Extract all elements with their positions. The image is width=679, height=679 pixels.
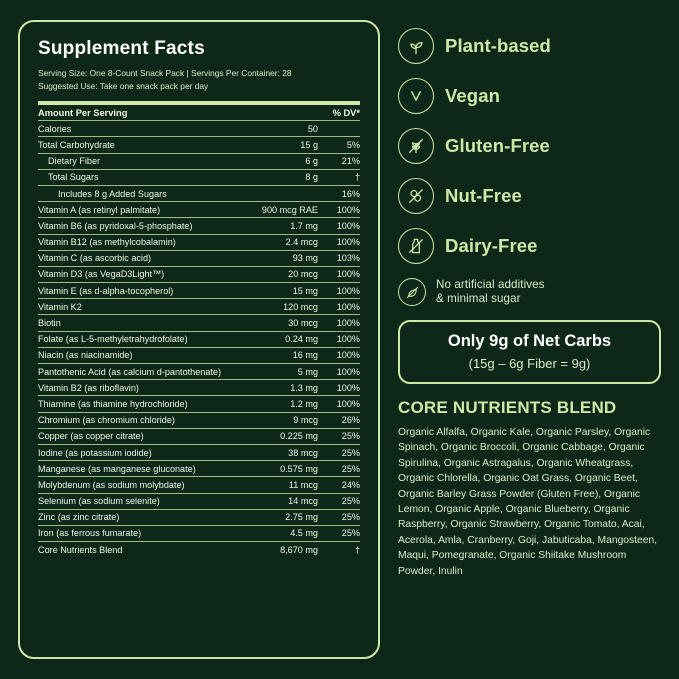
nutrient-name: Zinc (as zinc citrate) — [38, 509, 251, 525]
net-carbs-detail: (15g – 6g Fiber = 9g) — [468, 356, 591, 371]
nutrient-amount: 38 mcg — [251, 444, 326, 460]
serving-size-text: Serving Size: One 8-Count Snack Pack | Servings Per Container: 28 — [38, 68, 292, 78]
net-carbs-callout — [398, 320, 661, 384]
nutrient-daily-value: 100% — [326, 364, 360, 380]
blend-ingredients: Organic Alfalfa, Organic Kale, Organic Parsley, Organic Spinach, Organic Broccoli, Organic Cabbage, Organic Spirulina, Organic Astragalus, Organic Wheatgrass, Organic Chlorella, Organic Oat Grass, Organic Beet, Organic Barley Grass Powder (Gluten Free), Organic Lemon, Organic Apple, Organic Blueberry, Organic Raspberry, Organic Strawberry, Organic Tomato, Acai, Acerola, Amla, Cranberry, Goji, Jabuticaba, Mangosteen, Maqui, Pomegranate, Organic Shiitake Mushroom Powder, Inulin — [398, 427, 658, 577]
nutrient-daily-value: 25% — [326, 493, 360, 509]
nutrient-daily-value: 25% — [326, 461, 360, 477]
suggested-use-text: Suggested Use: Take one snack pack per day — [38, 81, 209, 91]
nutrient-name: Manganese (as manganese gluconate) — [38, 461, 251, 477]
nutrient-amount: 2.75 mg — [251, 509, 326, 525]
nutrient-daily-value: 16% — [326, 185, 360, 201]
table-row — [38, 444, 360, 460]
nutrient-name: Vitamin C (as ascorbic acid) — [38, 250, 251, 266]
nutrient-name: Vitamin B2 (as riboflavin) — [38, 380, 251, 396]
nutrient-daily-value: 100% — [326, 266, 360, 282]
nutrient-amount: 900 mcg RAE — [251, 202, 326, 218]
nutrient-name: Vitamin K2 — [38, 299, 251, 315]
table-row — [38, 364, 360, 380]
nutrient-amount: 4.5 mg — [251, 525, 326, 541]
nutrient-amount: 120 mcg — [251, 299, 326, 315]
nutrient-name: Calories — [38, 121, 251, 137]
nutrient-daily-value: 25% — [326, 428, 360, 444]
table-row — [38, 380, 360, 396]
nutrient-daily-value: 100% — [326, 331, 360, 347]
nutrient-amount: 0.225 mg — [251, 428, 326, 444]
nutrient-name: Selenium (as sodium selenite) — [38, 493, 251, 509]
badge-no-artificial-additives — [398, 278, 661, 306]
nutrient-daily-value: 100% — [326, 347, 360, 363]
nutrient-daily-value: 24% — [326, 477, 360, 493]
table-row — [38, 396, 360, 412]
nutrient-amount: 0.24 mg — [251, 331, 326, 347]
badge-label-line2: & minimal sugar — [436, 292, 521, 305]
nutrient-name: Vitamin B6 (as pyridoxal-5-phosphate) — [38, 218, 251, 234]
nutrient-name: Chromium (as chromium chloride) — [38, 412, 251, 428]
badge-label: Plant-based — [445, 35, 551, 56]
table-row — [38, 542, 360, 558]
nutrient-amount: 1.3 mg — [251, 380, 326, 396]
table-row — [38, 477, 360, 493]
nutrient-name: Iodine (as potassium iodide) — [38, 444, 251, 460]
nutrient-amount: 50 — [251, 121, 326, 137]
nutrient-name: Pantothenic Acid (as calcium d-pantothenate) — [38, 364, 251, 380]
badge-nut-free — [398, 178, 661, 214]
nutrient-amount — [251, 185, 326, 201]
nutrient-name: Total Sugars — [38, 169, 251, 185]
badge-dairy-free — [398, 228, 661, 264]
table-row — [38, 412, 360, 428]
table-row — [38, 493, 360, 509]
milk-bottle-crossed-icon — [398, 228, 434, 264]
table-row — [38, 347, 360, 363]
core-nutrients-blend-section — [398, 398, 661, 579]
table-row — [38, 461, 360, 477]
page-title: Supplement Facts — [38, 38, 205, 59]
table-row — [38, 202, 360, 218]
sprout-icon — [398, 28, 434, 64]
leaf-crossed-icon — [398, 278, 426, 306]
right-column — [380, 20, 661, 659]
nutrient-amount: 16 mg — [251, 347, 326, 363]
wheat-crossed-icon — [398, 128, 434, 164]
table-row — [38, 121, 360, 137]
nutrient-amount: 0.575 mg — [251, 461, 326, 477]
badge-label: Vegan — [445, 85, 500, 106]
table-row — [38, 266, 360, 282]
nutrient-name: Biotin — [38, 315, 251, 331]
header-daily-value: % DV* — [326, 105, 360, 121]
nutrient-daily-value: 100% — [326, 299, 360, 315]
nutrient-daily-value: 100% — [326, 315, 360, 331]
nutrient-daily-value: 100% — [326, 202, 360, 218]
table-row — [38, 169, 360, 185]
nutrient-amount: 11 mcg — [251, 477, 326, 493]
nutrient-name: Core Nutrients Blend — [38, 544, 123, 555]
table-row — [38, 509, 360, 525]
table-row — [38, 153, 360, 169]
supplement-facts-panel — [18, 20, 380, 659]
nutrient-amount: 8 g — [251, 169, 326, 185]
table-header-row — [38, 105, 360, 121]
badge-gluten-free — [398, 128, 661, 164]
badge-label: Dairy-Free — [445, 235, 538, 256]
nutrient-daily-value — [326, 121, 360, 137]
nutrient-name: Vitamin E (as d-alpha-tocopherol) — [38, 283, 251, 299]
nutrient-amount: 1.7 mg — [251, 218, 326, 234]
nutrient-name: Iron (as ferrous fumarate) — [38, 525, 251, 541]
header-amount-per-serving: Amount Per Serving — [38, 105, 251, 121]
claims-badge-list — [398, 28, 661, 306]
badge-vegan — [398, 78, 661, 114]
nutrient-amount: 15 g — [251, 137, 326, 153]
nutrient-daily-value: 100% — [326, 283, 360, 299]
badge-label: Gluten-Free — [445, 135, 550, 156]
nutrient-name: Vitamin D3 (as VegaD3Light™) — [38, 266, 251, 282]
blend-title: CORE NUTRIENTS BLEND — [398, 398, 617, 417]
nutrient-daily-value: 103% — [326, 250, 360, 266]
table-row — [38, 315, 360, 331]
nutrient-amount: 93 mg — [251, 250, 326, 266]
badge-label: Nut-Free — [445, 185, 522, 206]
nutrient-name: Folate (as L-5-methyletrahydrofolate) — [38, 331, 251, 347]
nutrient-daily-value: 25% — [326, 509, 360, 525]
badge-plant-based — [398, 28, 661, 64]
nutrient-daily-value: 100% — [326, 218, 360, 234]
nutrient-amount: 9 mcg — [251, 412, 326, 428]
nutrient-amount: 30 mcg — [251, 315, 326, 331]
nutrient-daily-value: 25% — [326, 444, 360, 460]
vegan-v-icon — [398, 78, 434, 114]
nutrient-name: Copper (as copper citrate) — [38, 428, 251, 444]
table-row — [38, 250, 360, 266]
table-row — [38, 525, 360, 541]
nutrient-amount: 1.2 mg — [251, 396, 326, 412]
nutrient-amount: 14 mcg — [251, 493, 326, 509]
nutrient-daily-value: 26% — [326, 412, 360, 428]
nutrient-daily-value: † — [326, 169, 360, 185]
nutrient-daily-value: 100% — [326, 396, 360, 412]
nutrient-name: Total Carbohydrate — [38, 137, 251, 153]
table-row — [38, 137, 360, 153]
table-row — [38, 299, 360, 315]
nutrient-name: Vitamin A (as retinyl palmitate) — [38, 202, 251, 218]
table-row — [38, 185, 360, 201]
badge-label-line1: No artificial additives — [436, 278, 545, 291]
table-row — [38, 283, 360, 299]
nutrient-name: Includes 8 g Added Sugars — [38, 185, 251, 201]
nutrient-amount: 20 mcg — [251, 266, 326, 282]
nutrient-name: Dietary Fiber — [38, 153, 251, 169]
nutrient-daily-value: 100% — [326, 380, 360, 396]
nutrient-amount: 5 mg — [251, 364, 326, 380]
table-row — [38, 331, 360, 347]
table-row — [38, 234, 360, 250]
nutrient-amount: 15 mg — [251, 283, 326, 299]
net-carbs-headline: Only 9g of Net Carbs — [447, 332, 612, 350]
nutrition-table — [38, 105, 360, 557]
nutrient-daily-value: 5% — [326, 137, 360, 153]
table-row — [38, 218, 360, 234]
nutrient-amount: 8,670 mg — [280, 544, 318, 555]
nutrient-amount: 2.4 mcg — [251, 234, 326, 250]
nutrient-daily-value: † — [354, 544, 360, 555]
nutrient-daily-value: 21% — [326, 153, 360, 169]
peanut-crossed-icon — [398, 178, 434, 214]
nutrient-name: Niacin (as niacinamide) — [38, 347, 251, 363]
nutrient-daily-value: 25% — [326, 525, 360, 541]
nutrient-name: Thiamine (as thiamine hydrochloride) — [38, 396, 251, 412]
nutrient-name: Molybdenum (as sodium molybdate) — [38, 477, 251, 493]
nutrient-daily-value: 100% — [326, 234, 360, 250]
nutrient-amount: 6 g — [251, 153, 326, 169]
nutrient-name: Vitamin B12 (as methylcobalamin) — [38, 234, 251, 250]
table-row — [38, 428, 360, 444]
